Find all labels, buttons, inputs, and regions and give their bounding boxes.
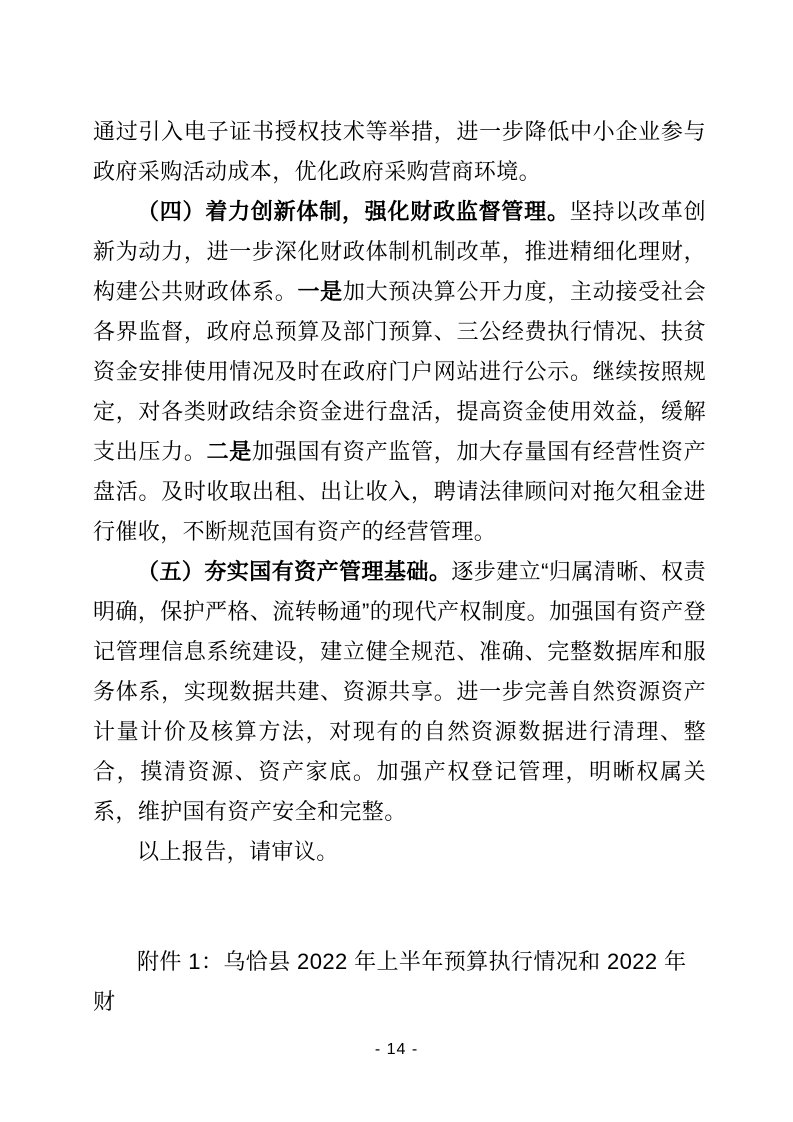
text-segment: 通过引入电子证书授权技术等举措，进一步降低中小企业参与政府采购活动成本，优化政府采购营商环境。 [93, 119, 706, 184]
page-footer [0, 1038, 793, 1062]
document-body [93, 112, 706, 1022]
body-paragraph-procurement [93, 112, 706, 192]
text-segment: 逐步建立“归属清晰、权责明确，保护严格、流转畅通”的现代产权制度。加强国有资产登记管理信息系统建设，建立健全规范、准确、完整数据库和服务体系，实现数据共建、资源共享。进一步完善自然资源资产计量计价及核算方法，对现有的自然资源数据进行清理、整合，摸清资源、资产家底。加强产权登记管理，明晰权属关系，维护国有资产安全和完整。 [93, 559, 706, 824]
body-paragraph-section-4 [93, 192, 706, 552]
bold-text-segment: 一是 [297, 279, 343, 304]
text-segment: 加大预决算公开力度，主动接受社会各界监督，政府总预算及部门预算、三公经费执行情况、扶贫资金安排使用情况及时在政府门户网站进行公示。继续按照规定，对各类财政结余资金进行盘活，提高资金使用效益，缓解支出压力。 [93, 279, 706, 464]
attachment-note [93, 942, 706, 1022]
bold-text-segment: 二是 [206, 439, 253, 464]
body-paragraph-section-5 [93, 552, 706, 832]
bold-text-segment: （四）着力创新体制，强化财政监督管理。 [137, 199, 570, 224]
bold-text-segment: （五）夯实国有资产管理基础。 [137, 559, 452, 584]
closing-line [93, 832, 706, 872]
text-segment: 附件 1：乌恰县 2022 年上半年预算执行情况和 2022 年财 [93, 949, 687, 1014]
page-number: - 14 - [374, 1041, 419, 1058]
text-segment: 加强国有资产监管，加大存量国有经营性资产盘活。及时收取出租、出让收入，聘请法律顾问对拖欠租金进行催收，不断规范国有资产的经营管理。 [93, 439, 706, 544]
text-segment: 以上报告，请审议。 [137, 839, 339, 864]
text-segment: 坚持以改革创新为动力，进一步深化财政体制机制改革，推进精细化理财，构建公共财政体系。 [93, 199, 706, 304]
